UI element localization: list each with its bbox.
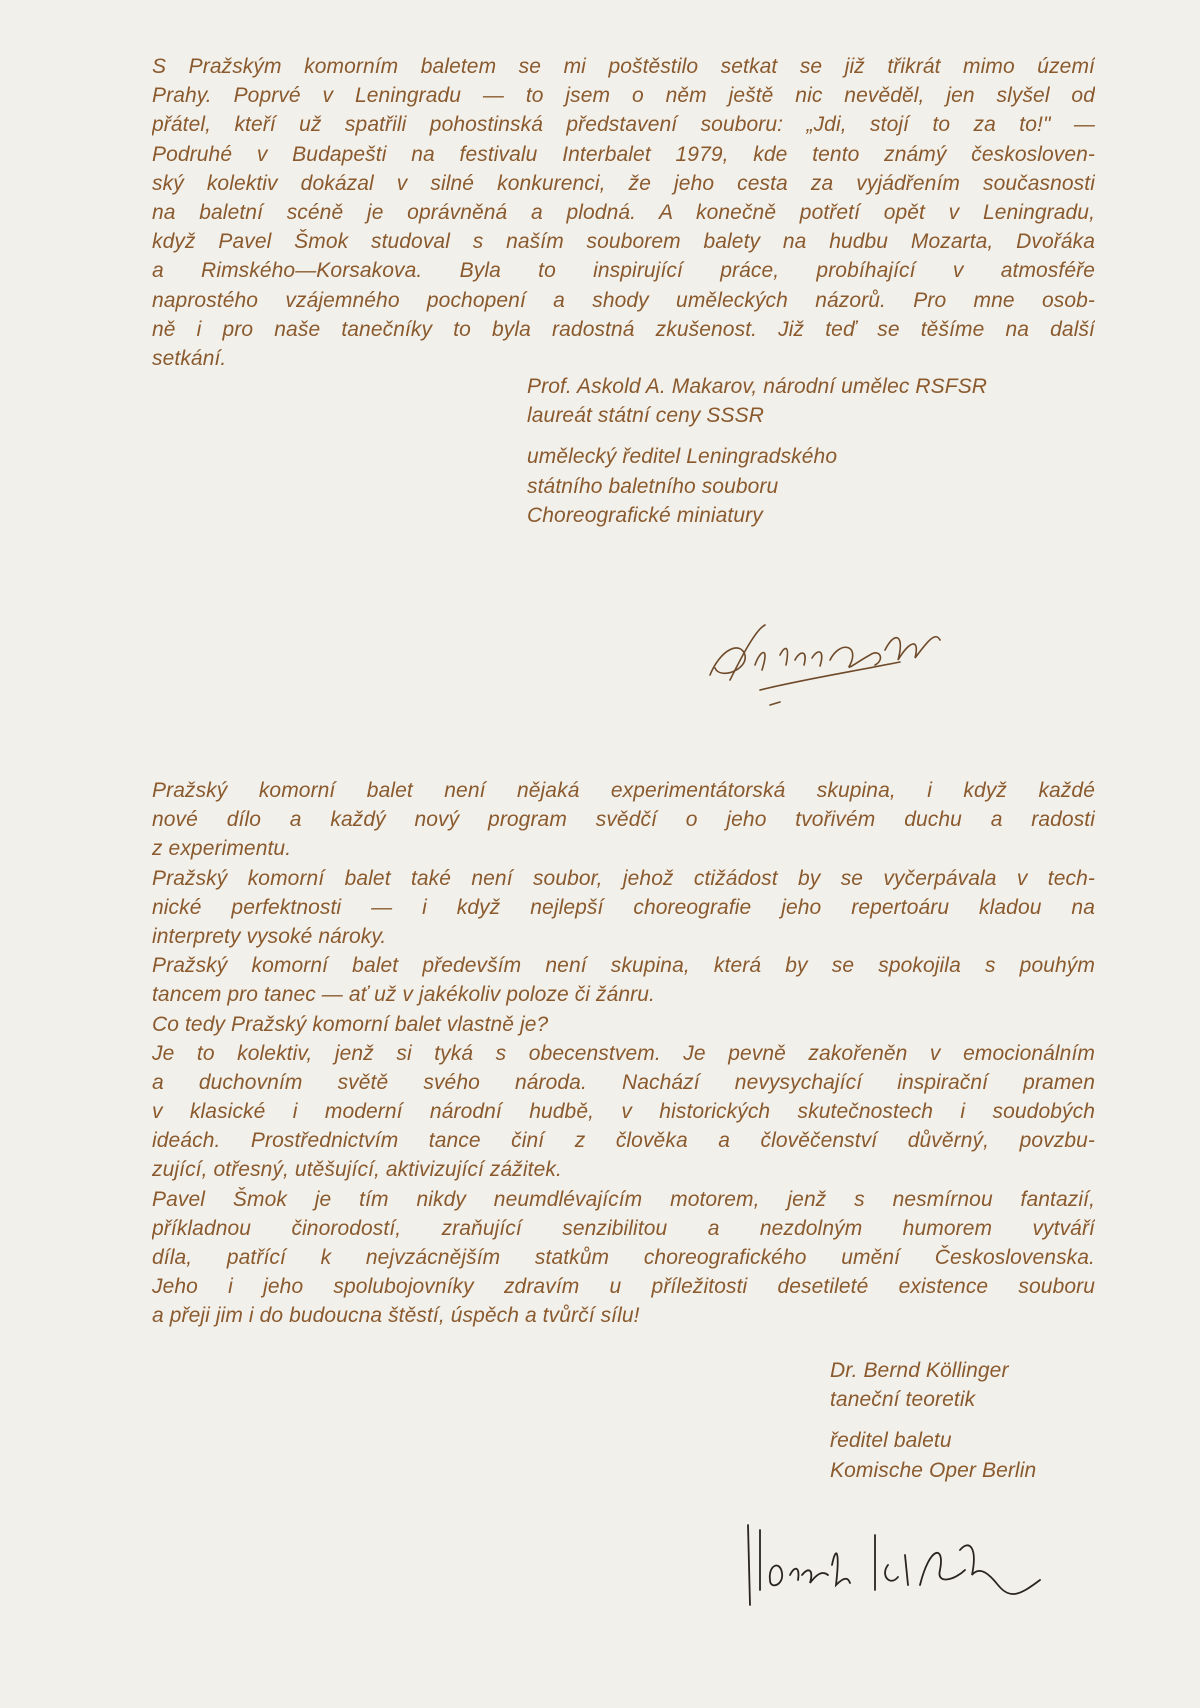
text-line: v klasické i moderní národní hudbě, v historických skutečnostech i soudobých: [152, 1100, 1095, 1124]
text-line: příkladnou činorodostí, zraňující senzibilitou a nezdolným humorem vytváří: [152, 1216, 1095, 1240]
letter2-signature-block: [830, 1356, 1036, 1485]
text-line: ně i pro naše tanečníky to byla radostná zkušenost. Již teď se těšíme na další: [152, 317, 1095, 341]
handwritten-signature-makarov: [700, 610, 980, 720]
text-line: ideách. Prostřednictvím tance činí z člověka a člověčenství důvěrný, povzbu-: [152, 1129, 1095, 1153]
text-line: S Pražským komorním baletem se mi poštěstilo setkat se již třikrát mimo území: [152, 55, 1095, 78]
text-line: když Pavel Šmok studoval s naším souborem balety na hudbu Mozarta, Dvořáka: [152, 230, 1095, 254]
text-line: Co tedy Pražský komorní balet vlastně je?: [152, 1012, 549, 1036]
text-line: Jeho i jeho spolubojovníky zdravím u příležitosti desetileté existence souboru: [152, 1275, 1095, 1299]
signature-line: ředitel baletu: [830, 1429, 952, 1453]
text-line: Prahy. Poprvé v Leningradu — to jsem o něm ještě nic nevěděl, jen slyšel od: [152, 84, 1095, 108]
signature-line: taneční teoretik: [830, 1388, 976, 1412]
signature-line: Komische Oper Berlin: [830, 1458, 1037, 1482]
text-line: díla, patřící k nejvzácnějším statkům choreografického umění Československa.: [152, 1246, 1095, 1269]
text-line: nové dílo a každý nový program svědčí o jeho tvořivém duchu a radosti: [152, 808, 1095, 832]
letter2-body: [152, 776, 1095, 1331]
text-line: z experimentu.: [152, 837, 292, 861]
text-line: a přeji jim i do budoucna štěstí, úspěch a tvůrčí sílu!: [152, 1304, 640, 1328]
signature-line: Prof. Askold A. Makarov, národní umělec RSFSR: [527, 375, 988, 398]
signature-line: Dr. Bernd Köllinger: [830, 1359, 1009, 1382]
signature-line: umělecký ředitel Leningradského: [527, 445, 838, 469]
text-line: Podruhé v Budapešti na festivalu Interbalet 1979, kde tento známý českosloven-: [152, 142, 1095, 166]
text-line: ský kolektiv dokázal v silné konkurenci, že jeho cesta za vyjádřením současnosti: [152, 171, 1095, 195]
text-line: na baletní scéně je oprávněná a plodná. A konečně potřetí opět v Leningradu,: [152, 200, 1095, 224]
text-line: nické perfektnosti — i když nejlepší choreografie jeho repertoáru kladou na: [152, 895, 1095, 919]
text-line: tancem pro tanec — ať už v jakékoliv poloze či žánru.: [152, 983, 655, 1007]
signature-line: laureát státní ceny SSSR: [527, 404, 765, 428]
text-line: Pražský komorní balet není nějaká experimentátorská skupina, i když každé: [152, 779, 1095, 802]
letter1-signature-block: [527, 372, 987, 530]
text-line: Pavel Šmok je tím nikdy neumdlévajícím motorem, jenž s nesmírnou fantazií,: [152, 1187, 1095, 1211]
letter1-body: [152, 52, 1095, 373]
text-line: a duchovním světě svého národa. Nachází nevysychající inspirační pramen: [152, 1070, 1095, 1094]
text-line: interprety vysoké nároky.: [152, 924, 387, 948]
text-line: setkání.: [152, 346, 227, 370]
text-line: naprostého vzájemného pochopení a shody uměleckých názorů. Pro mne osob-: [152, 288, 1095, 312]
text-line: přátel, kteří už spatřili pohostinská představení souboru: „Jdi, stojí to za to!" —: [152, 113, 1095, 137]
handwritten-signature-koellinger: [740, 1505, 1080, 1615]
text-line: zující, otřesný, utěšující, aktivizující zážitek.: [152, 1158, 562, 1182]
text-line: Je to kolektiv, jenž si tyká s obecenstvem. Je pevně zakořeněn v emocionálním: [152, 1041, 1095, 1065]
signature-line: Choreografické miniatury: [527, 503, 763, 527]
text-line: Pražský komorní balet také není soubor, jehož ctižádost by se vyčerpávala v tech-: [152, 866, 1095, 890]
text-line: a Rimského—Korsakova. Byla to inspirující práce, probíhající v atmosféře: [152, 259, 1095, 283]
signature-line: státního baletního souboru: [527, 474, 779, 498]
text-line: Pražský komorní balet především není skupina, která by se spokojila s pouhým: [152, 954, 1095, 978]
